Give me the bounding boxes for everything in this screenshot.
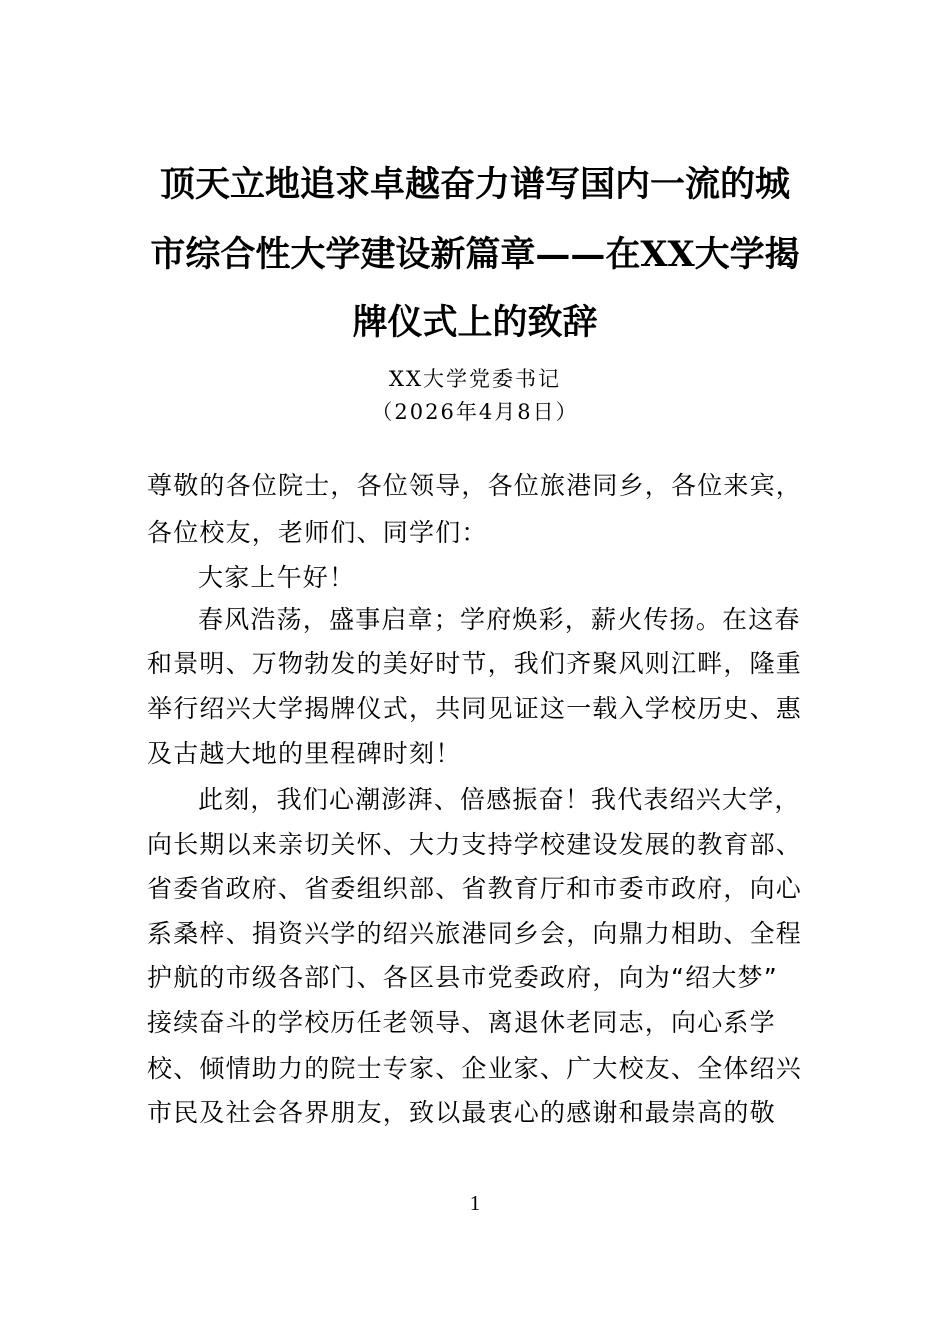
paragraph-line: 向长期以来亲切关怀、大力支持学校建设发展的教育部、	[147, 830, 803, 859]
paragraph-line: 接续奋斗的学校历任老领导、离退休老同志，向心系学	[147, 1008, 776, 1037]
author-line: XX大学党委书记	[389, 367, 561, 391]
paragraph-line: 系桑梓、捐资兴学的绍兴旅港同乡会，向鼎力相助、全程	[147, 919, 803, 948]
paragraph-line: 护航的市级各部门、各区县市党委政府，向为“绍大梦”	[147, 963, 778, 992]
paragraph-line: 和景明、万物勃发的美好时节，我们齐聚风则江畔，隆重	[147, 649, 803, 678]
greeting: 大家上午好！	[198, 563, 356, 592]
salutation-line-2: 各位校友，老师们、同学们：	[147, 518, 488, 547]
salutation-line-1: 尊敬的各位院士，各位领导，各位旅港同乡，各位来宾，	[147, 471, 803, 500]
paragraph-line: 校、倾情助力的院士专家、企业家、广大校友、全体绍兴	[147, 1054, 803, 1083]
document-title-line-3: 牌仪式上的致辞	[352, 302, 598, 343]
paragraph-line: 及古越大地的里程碑时刻！	[147, 739, 462, 768]
date-line: （2026年4月8日）	[371, 400, 579, 424]
paragraph-line: 举行绍兴大学揭牌仪式，共同见证这一载入学校历史、惠	[147, 694, 803, 723]
paragraph-line: 此刻，我们心潮澎湃、倍感振奋！我代表绍兴大学，	[198, 785, 801, 814]
document-title-line-2: 市综合性大学建设新篇章——在XX大学揭	[150, 234, 800, 275]
document-title-line-1: 顶天立地追求卓越奋力谱写国内一流的城	[159, 164, 790, 205]
paragraph-line: 市民及社会各界朋友，致以最衷心的感谢和最崇高的敬	[147, 1098, 776, 1127]
page-number: 1	[469, 1191, 481, 1215]
paragraph-line: 省委省政府、省委组织部、省教育厅和市委市政府，向心	[147, 874, 803, 903]
paragraph-line: 春风浩荡，盛事启章；学府焕彩，薪火传扬。在这春	[198, 605, 801, 634]
